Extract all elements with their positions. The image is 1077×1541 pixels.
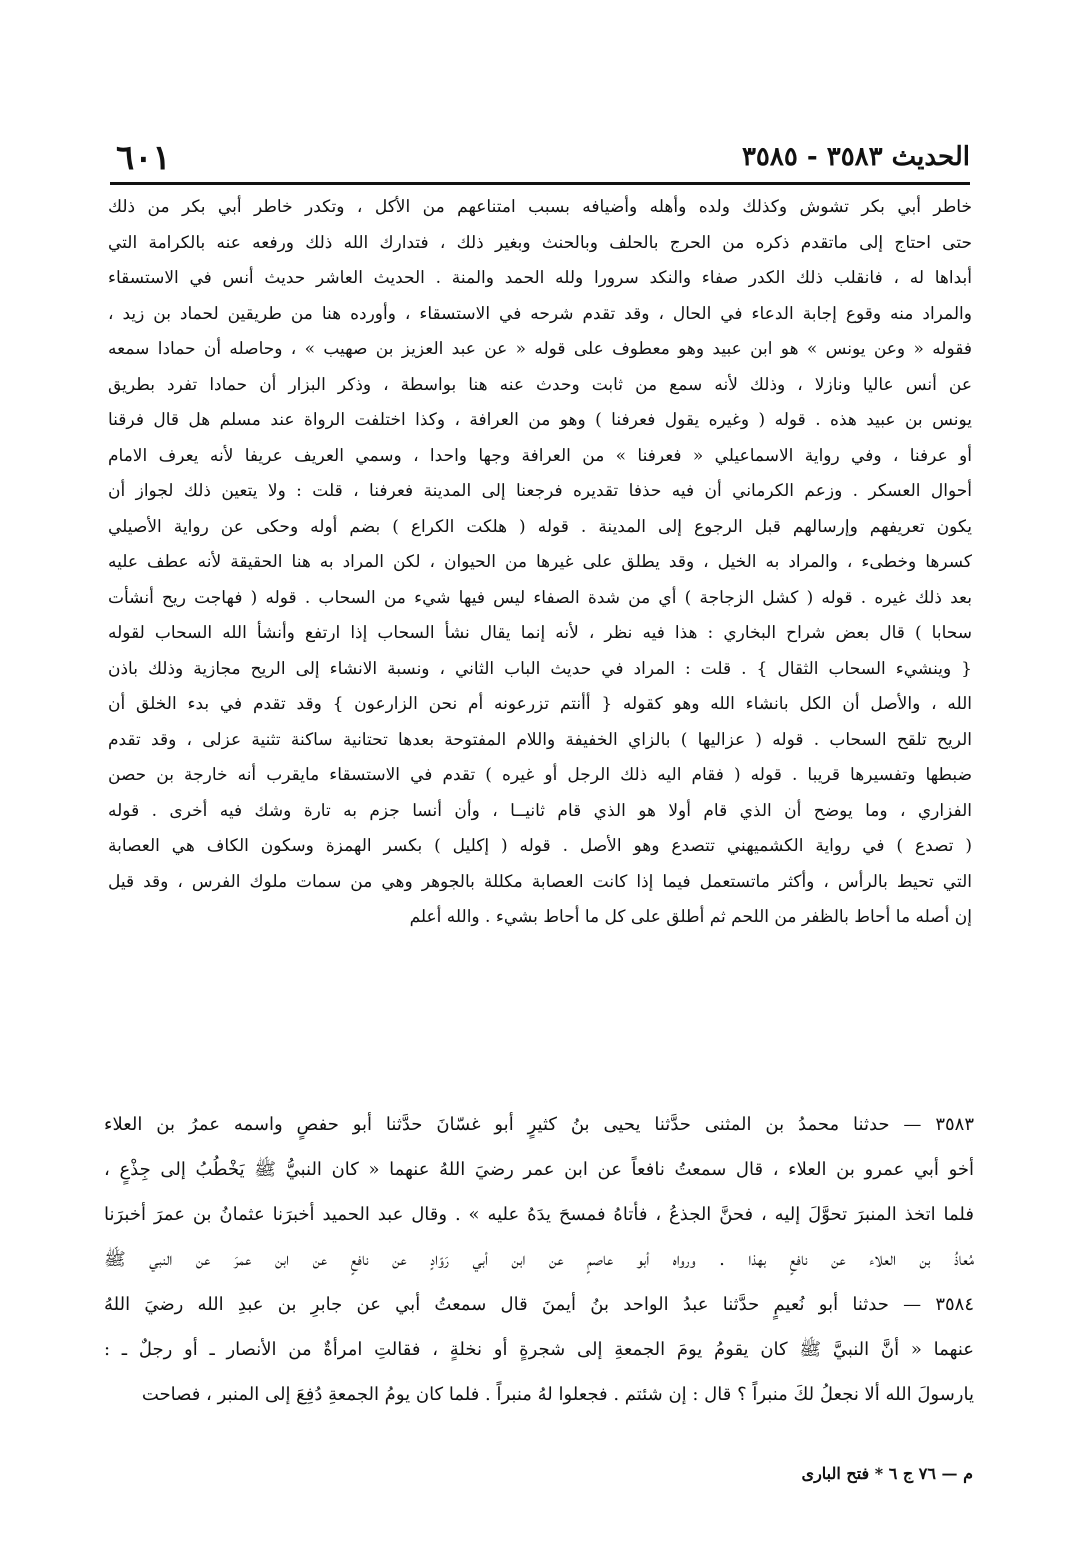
hadith-line: ٣٥٨٤ — حدثنا أبو نُعيمٍ حدَّثنا عبدُ الواحد بنُ أيمنَ قال سمعتُ أبي عن جابرِ بن عبدِ الله رضيَ اللهُ bbox=[104, 1294, 974, 1315]
commentary-line: فقوله « وعن يونس » هو ابن عبيد وهو معطوف على قوله « عن عبد العزيز بن صهيب » ، وحاصله أن حمادا سمعه bbox=[108, 339, 972, 359]
commentary-line: التي تحيط بالرأس ، وأكثر ماتستعمل فيما إذا كانت العصابة مكللة بالجوهر وهي من سمات ملوك الفرس ، وقد قيل bbox=[108, 871, 972, 892]
hadith-line: فلما اتخذ المنبرَ تحوَّلَ إليه ، فحنَّ الجذعُ ، فأتاهُ فمسحَ يدَهُ عليه » . وقال عبد الحميد أخبرَنا عثمانُ بن عمرَ أخبرَنا bbox=[104, 1204, 974, 1225]
commentary-line: أو عرفنا ، وفي رواية الاسماعيلي « فعرفنا » من العرافة وجها واحدا ، وسمي العريف عريفا لأنه يعرف الامام bbox=[108, 445, 972, 466]
commentary-line: { وينشيء السحاب الثقال } . قلت : المراد في حديث الباب الثاني ، ونسبة الانشاء إلى الريح مجازية وذلك باذن bbox=[108, 658, 972, 679]
commentary-line: يكون تعريفهم وإرسالهم قبل الرجوع إلى المدينة . قوله ( هلكت الكراع ) بضم أوله وحكى عن رواية الأصيلي bbox=[108, 516, 972, 537]
hadith-range-title: الحديث ٣٥٨٣ - ٣٥٨٥ bbox=[741, 142, 970, 172]
hadith-section bbox=[104, 1102, 974, 1417]
commentary-line: أحوال العسكر . وزعم الكرماني أن فيه حذفا تقديره فرجعنا إلى المدينة فعرفنا ، قلت : ولا يتعين ذلك لجواز أن bbox=[108, 481, 972, 501]
commentary-line: ( تصدع ) في رواية الكشميهني تتصدع وهو الأصل . قوله ( إكليل ) بكسر الهمزة وسكون الكاف هي العصابة bbox=[108, 836, 972, 856]
hadith-line: يارسولَ الله ألا نجعلُ لكَ منبراً ؟ قال : إن شئتم . فجعلوا لهُ منبراً . فلما كان يومُ الجمعةِ دُفِعَ إلى المنبر ، فصاحت bbox=[141, 1384, 974, 1405]
page-number: ٦٠١ bbox=[116, 138, 171, 178]
commentary-line: الله ، والأصل أن الكل بانشاء الله وهو كقوله { أأنتم تزرعونه أم نحن الزارعون } وقد تقدم في بدء الخلق أن bbox=[108, 694, 972, 714]
commentary-line: كسرها وخطىء ، والمراد به الخيل ، وقد يطلق على غيرها من الحيوان ، لكن المراد به هنا الحقيقة لأنه عطف عليه bbox=[108, 552, 972, 572]
commentary-line: بعد ذلك غيره . قوله ( كشل الزجاجة ) أي من شدة الصفاء ليس فيها شيء من السحاب . قوله ( فهاجت ريح أنشأت bbox=[108, 587, 972, 608]
commentary-line: أبداها له ، فانقلب ذلك الكدر صفاء والنكد سرورا ولله الحمد والمنة . الحديث العاشر حديث أنس في الاستسقاء bbox=[108, 268, 972, 288]
commentary-section bbox=[108, 190, 972, 936]
page-header bbox=[110, 138, 970, 182]
commentary-line: عن أنس عاليا ونازلا ، وذلك لأنه سمع من ثابت وحدث عنه هنا بواسطة ، وذكر البزار أن حمادا تفرد بطريق bbox=[108, 374, 972, 395]
commentary-line: سحابا ) قال بعض شراح البخاري : هذا فيه نظر ، لأنه إنما يقال نشأ السحاب إذا ارتفع وأنشأ الله السحاب لقوله bbox=[108, 623, 972, 643]
commentary-line: الفزاري ، وما يوضح أن الذي قام أولا هو الذي قام ثانيــا ، وأن أنسا جزم به تارة وشك فيه أخرى . قوله bbox=[108, 800, 972, 821]
printer-signature: م — ٧٦ ج ٦ * فتح البارى bbox=[801, 1464, 973, 1483]
header-divider bbox=[110, 182, 970, 185]
hadith-line: أخو أبي عمرو بن العلاء ، قال سمعتُ نافعاً عن ابن عمر رضيَ اللهُ عنهما « كان النبيُّ ﷺ يَخْطُبُ إلى جِذْعٍ ، bbox=[104, 1159, 974, 1180]
commentary-line: ضبطها وتفسيرها قريبا . قوله ( فقام اليه ذلك الرجل أو غيره ) تقدم في الاستسقاء مايقرب أنه خارجة بن حصن bbox=[108, 765, 972, 785]
commentary-line: الريح تلقح السحاب . قوله ( عزاليها ) بالزاي الخفيفة واللام المفتوحة بعدها تحتانية ساكنة تثنية عزلى ، وقد تقدم bbox=[108, 729, 972, 750]
commentary-line: يونس بن عبيد هذه . قوله ( وغيره يقول فعرفنا ) وهو من العرافة ، وكذا اختلفت الرواة عند مسلم هل قال فرقنا bbox=[108, 410, 972, 430]
commentary-line: خاطر أبي بكر تشوش وكذلك ولده وأهله وأضيافه بسبب امتناعهم من الأكل ، وتكدر خاطر أبي بكر من ذلك bbox=[108, 197, 972, 217]
commentary-line: حتى احتاج إلى ماتقدم ذكره من الحرج بالحلف وبالحنث وبغير ذلك ، فتدارك الله ذلك ورفعه عنه بالكرامة التي bbox=[108, 232, 972, 253]
hadith-line: عنهما « أنَّ النبيَّ ﷺ كان يقومُ يومَ الجمعةِ إلى شجرةٍ أو نخلةٍ ، فقالتِ امرأةٌ من الأنصار ـ أو رجلٌ ـ : bbox=[104, 1339, 974, 1360]
commentary-line: والمراد منه وقوع إجابة الدعاء في الحال ، وقد تقدم شرحه في الاستسقاء ، وأورده هنا من طريقين لحماد بن زيد ، bbox=[108, 303, 972, 324]
commentary-line: إن أصله ما أحاط بالظفر من اللحم ثم أطلق على كل ما أحاط بشيء . والله أعلم bbox=[409, 907, 972, 927]
hadith-line: ٣٥٨٣ — حدثنا محمدُ بن المثنى حدَّثنا يحيى بنُ كثيرٍ أبو غسّانَ حدَّثنا أبو حفصٍ واسمه عمرُ بن العلاء bbox=[104, 1114, 974, 1135]
hadith-line: مُعاذُ بن العلاء عن نافعٍ بهذا . ورواه أبو عاصمٍ عن ابن أبي رَوّادٍ عن نافعٍ عن ابن عمرَ عن النبي ﷺ bbox=[104, 1249, 974, 1270]
